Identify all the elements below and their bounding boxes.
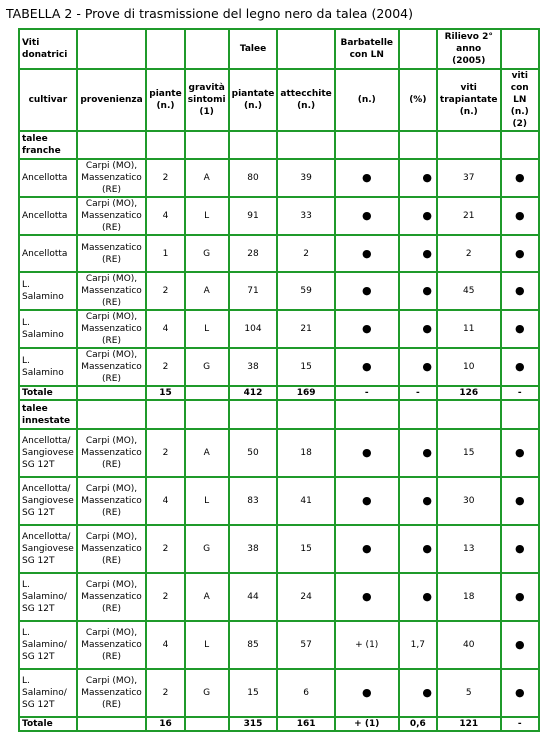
cell-viti-con-ln: ● (501, 525, 539, 573)
table-row (19, 348, 539, 386)
cell-barbatelle-n: ● (335, 159, 399, 197)
cell-piantate: 15 (229, 669, 278, 717)
cell-provenienza: Carpi (MO), Massenzatico (RE) (77, 310, 147, 348)
cell-piantate: 44 (229, 573, 278, 621)
total-cultivar: Totale (19, 717, 77, 731)
cell-barbatelle-n: ● (335, 429, 399, 477)
cell-percent (399, 429, 437, 477)
cell-provenienza: Carpi (MO), Massenzatico (RE) (77, 621, 147, 669)
table-row (19, 477, 539, 525)
cell-attecchite: 57 (277, 621, 334, 669)
cell-barbatelle-n: ● (335, 525, 399, 573)
cell-piantate: 91 (229, 197, 278, 235)
cell-viti-con-ln: ● (501, 348, 539, 386)
total-percent: 0,6 (399, 717, 437, 731)
header-talee: Talee (229, 29, 278, 69)
table-row (19, 429, 539, 477)
header-row-2 (19, 69, 539, 131)
cell-piante: 4 (146, 197, 184, 235)
empty-cell (277, 131, 334, 159)
cell-viti-trapiantate: 15 (437, 429, 501, 477)
cell-piante: 4 (146, 310, 184, 348)
cell-viti-trapiantate: 45 (437, 272, 501, 310)
cell-viti-trapiantate: 13 (437, 525, 501, 573)
cell-barbatelle-n: ● (335, 310, 399, 348)
total-percent: - (399, 386, 437, 400)
dot-marker: ● (422, 209, 432, 222)
cell-gravita: G (185, 235, 229, 272)
total-barbatelle-n: + (1) (335, 717, 399, 731)
header-barbatelle-n: (n.) (335, 69, 399, 131)
cell-viti-trapiantate: 30 (437, 477, 501, 525)
cell-piante: 4 (146, 621, 184, 669)
cell-cultivar: Ancellotta/ Sangiovese SG 12T (19, 429, 77, 477)
cell-percent (399, 477, 437, 525)
header-barbatelle: Barbatelle con LN (335, 29, 399, 69)
cell-gravita: A (185, 159, 229, 197)
cell-piantate: 28 (229, 235, 278, 272)
cell-provenienza: Carpi (MO), Massenzatico (RE) (77, 348, 147, 386)
cell-gravita: A (185, 429, 229, 477)
dot-marker: ● (422, 322, 432, 335)
cell-percent (399, 310, 437, 348)
empty-cell (185, 400, 229, 429)
empty-cell (501, 400, 539, 429)
cell-piante: 4 (146, 477, 184, 525)
cell-attecchite: 33 (277, 197, 334, 235)
empty-cell (501, 131, 539, 159)
cell-gravita: L (185, 197, 229, 235)
cell-viti-trapiantate: 10 (437, 348, 501, 386)
cell-viti-con-ln: ● (501, 310, 539, 348)
table-row (19, 669, 539, 717)
empty-cell (77, 400, 147, 429)
cell-viti-con-ln: ● (501, 235, 539, 272)
empty-cell (335, 131, 399, 159)
total-provenienza (77, 717, 147, 731)
dot-marker: ● (422, 284, 432, 297)
total-viti-con-ln: - (501, 386, 539, 400)
cell-attecchite: 6 (277, 669, 334, 717)
data-table (18, 28, 540, 732)
header-viti-donatrici: Viti donatrici (19, 29, 77, 69)
total-viti-trapiantate: 126 (437, 386, 501, 400)
cell-attecchite: 15 (277, 525, 334, 573)
total-barbatelle-n: - (335, 386, 399, 400)
header-percent: (%) (399, 69, 437, 131)
cell-percent (399, 197, 437, 235)
total-viti-trapiantate: 121 (437, 717, 501, 731)
cell-attecchite: 15 (277, 348, 334, 386)
cell-viti-trapiantate: 11 (437, 310, 501, 348)
total-piante: 15 (146, 386, 184, 400)
cell-provenienza: Carpi (MO), Massenzatico (RE) (77, 429, 147, 477)
header-rilievo: Rilievo 2° anno (2005) (437, 29, 501, 69)
table-row (19, 272, 539, 310)
cell-provenienza: Carpi (MO), Massenzatico (RE) (77, 525, 147, 573)
cell-viti-trapiantate: 2 (437, 235, 501, 272)
cell-viti-con-ln: ● (501, 159, 539, 197)
table-row (19, 310, 539, 348)
empty-cell (399, 400, 437, 429)
cell-gravita: G (185, 669, 229, 717)
cell-viti-con-ln: ● (501, 197, 539, 235)
cell-piante: 2 (146, 669, 184, 717)
cell-barbatelle-n: ● (335, 348, 399, 386)
empty-cell (335, 400, 399, 429)
group-label: talee franche (19, 131, 77, 159)
cell-provenienza: Carpi (MO), Massenzatico (RE) (77, 159, 147, 197)
cell-attecchite: 24 (277, 573, 334, 621)
total-piantate: 412 (229, 386, 278, 400)
cell-viti-trapiantate: 5 (437, 669, 501, 717)
cell-piantate: 83 (229, 477, 278, 525)
cell-provenienza: Massenzatico (RE) (77, 235, 147, 272)
cell-piante: 2 (146, 525, 184, 573)
empty-cell (77, 131, 147, 159)
total-piante: 16 (146, 717, 184, 731)
cell-provenienza: Carpi (MO), Massenzatico (RE) (77, 669, 147, 717)
cell-barbatelle-n: ● (335, 197, 399, 235)
cell-attecchite: 39 (277, 159, 334, 197)
cell-piantate: 71 (229, 272, 278, 310)
cell-attecchite: 21 (277, 310, 334, 348)
cell-barbatelle-n: ● (335, 573, 399, 621)
header-viti-con-ln: viti con LN (n.) (2) (501, 69, 539, 131)
cell-cultivar: Ancellotta/ Sangiovese SG 12T (19, 477, 77, 525)
empty-cell (437, 131, 501, 159)
dot-marker: ● (422, 171, 432, 184)
cell-viti-trapiantate: 18 (437, 573, 501, 621)
cell-gravita: A (185, 573, 229, 621)
cell-piantate: 80 (229, 159, 278, 197)
cell-cultivar: Ancellotta (19, 159, 77, 197)
cell-barbatelle-n: ● (335, 669, 399, 717)
total-row (19, 386, 539, 400)
cell-gravita: G (185, 348, 229, 386)
table-row (19, 197, 539, 235)
dot-marker: ● (422, 446, 432, 459)
table-row (19, 235, 539, 272)
total-provenienza (77, 386, 147, 400)
cell-barbatelle-n: ● (335, 477, 399, 525)
dot-marker: ● (422, 542, 432, 555)
cell-gravita: L (185, 310, 229, 348)
cell-percent (399, 159, 437, 197)
cell-piantate: 85 (229, 621, 278, 669)
cell-attecchite: 59 (277, 272, 334, 310)
total-attecchite: 169 (277, 386, 334, 400)
cell-piante: 2 (146, 429, 184, 477)
header-gravita: gravità sintomi (1) (185, 69, 229, 131)
cell-cultivar: L. Salamino/ SG 12T (19, 669, 77, 717)
cell-cultivar: Ancellotta/ Sangiovese SG 12T (19, 525, 77, 573)
total-row (19, 717, 539, 731)
table-row (19, 621, 539, 669)
cell-barbatelle-n: ● (335, 272, 399, 310)
cell-gravita: A (185, 272, 229, 310)
table-row (19, 573, 539, 621)
table-row (19, 525, 539, 573)
header-provenienza: provenienza (77, 69, 147, 131)
cell-percent (399, 525, 437, 573)
cell-cultivar: L. Salamino/ SG 12T (19, 573, 77, 621)
empty-cell (399, 131, 437, 159)
cell-piante: 2 (146, 573, 184, 621)
cell-percent (399, 348, 437, 386)
table-row (19, 159, 539, 197)
cell-attecchite: 2 (277, 235, 334, 272)
cell-percent: 1,7 (399, 621, 437, 669)
cell-viti-con-ln: ● (501, 477, 539, 525)
cell-percent (399, 235, 437, 272)
cell-piantate: 38 (229, 348, 278, 386)
cell-barbatelle-n: + (1) (335, 621, 399, 669)
cell-provenienza: Carpi (MO), Massenzatico (RE) (77, 573, 147, 621)
empty-cell (229, 131, 278, 159)
cell-percent (399, 573, 437, 621)
header-viti-trapiantate: viti trapiantate (n.) (437, 69, 501, 131)
cell-percent (399, 669, 437, 717)
total-piantate: 315 (229, 717, 278, 731)
cell-viti-con-ln: ● (501, 573, 539, 621)
cell-piantate: 38 (229, 525, 278, 573)
cell-cultivar: L. Salamino (19, 310, 77, 348)
cell-piantate: 104 (229, 310, 278, 348)
cell-piantate: 50 (229, 429, 278, 477)
cell-cultivar: L. Salamino (19, 348, 77, 386)
cell-piante: 2 (146, 159, 184, 197)
empty-cell (146, 400, 184, 429)
total-attecchite: 161 (277, 717, 334, 731)
cell-cultivar: Ancellotta (19, 235, 77, 272)
dot-marker: ● (422, 246, 432, 260)
cell-cultivar: Ancellotta (19, 197, 77, 235)
empty-cell (437, 400, 501, 429)
cell-piante: 1 (146, 235, 184, 272)
cell-cultivar: L. Salamino/ SG 12T (19, 621, 77, 669)
empty-cell (185, 131, 229, 159)
header-piantate: piantate (n.) (229, 69, 278, 131)
total-viti-con-ln: - (501, 717, 539, 731)
cell-viti-con-ln: ● (501, 621, 539, 669)
total-gravita (185, 386, 229, 400)
cell-viti-trapiantate: 21 (437, 197, 501, 235)
dot-marker: ● (422, 360, 432, 373)
header-cultivar: cultivar (19, 69, 77, 131)
cell-viti-con-ln: ● (501, 272, 539, 310)
table-body (19, 29, 539, 731)
cell-viti-trapiantate: 37 (437, 159, 501, 197)
cell-cultivar: L. Salamino (19, 272, 77, 310)
cell-piante: 2 (146, 348, 184, 386)
total-cultivar: Totale (19, 386, 77, 400)
total-gravita (185, 717, 229, 731)
table-title: TABELLA 2 - Prove di trasmissione del legno nero da talea (2004) (6, 6, 414, 21)
cell-viti-trapiantate: 40 (437, 621, 501, 669)
group-row (19, 131, 539, 159)
cell-gravita: G (185, 525, 229, 573)
empty-cell (146, 131, 184, 159)
cell-provenienza: Carpi (MO), Massenzatico (RE) (77, 272, 147, 310)
cell-piante: 2 (146, 272, 184, 310)
header-row-1 (19, 29, 539, 69)
cell-viti-con-ln: ● (501, 669, 539, 717)
cell-percent (399, 272, 437, 310)
dot-marker: ● (422, 590, 432, 603)
group-row (19, 400, 539, 429)
cell-provenienza: Carpi (MO), Massenzatico (RE) (77, 477, 147, 525)
cell-viti-con-ln: ● (501, 429, 539, 477)
header-piante: piante (n.) (146, 69, 184, 131)
header-attecchite: attecchite (n.) (277, 69, 334, 131)
group-label: talee innestate (19, 400, 77, 429)
empty-cell (277, 400, 334, 429)
cell-attecchite: 18 (277, 429, 334, 477)
cell-attecchite: 41 (277, 477, 334, 525)
cell-barbatelle-n: ● (335, 235, 399, 272)
dot-marker: ● (422, 686, 432, 699)
cell-provenienza: Carpi (MO), Massenzatico (RE) (77, 197, 147, 235)
cell-gravita: L (185, 621, 229, 669)
dot-marker: ● (422, 494, 432, 507)
empty-cell (229, 400, 278, 429)
cell-gravita: L (185, 477, 229, 525)
